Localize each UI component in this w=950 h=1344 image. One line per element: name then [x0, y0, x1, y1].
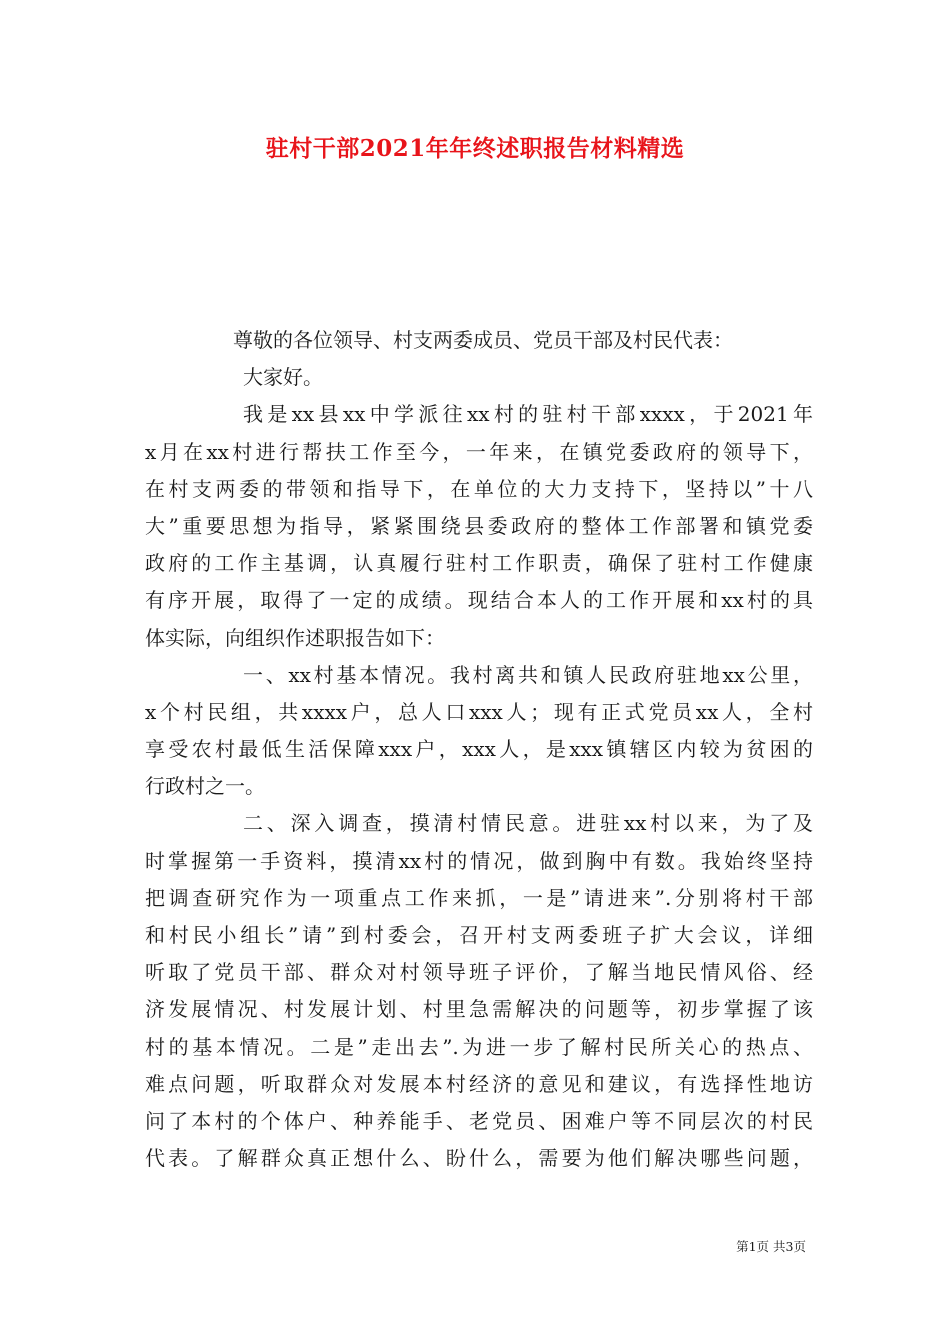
body-text-line: 大家好。	[243, 365, 323, 390]
body-text-line: 听取了党员干部、群众对村领导班子评价，了解当地民情风俗、经	[145, 960, 813, 985]
document-body	[145, 322, 813, 1177]
body-text-line: 村的基本情况。二是”走出去”.为进一步了解村民所关心的热点、	[145, 1034, 813, 1059]
body-text-line: 一、xx村基本情况。我村离共和镇人民政府驻地xx公里，	[243, 662, 813, 687]
body-text-line: x月在xx村进行帮扶工作至今，一年来，在镇党委政府的领导下，	[145, 439, 813, 464]
body-text-line: 政府的工作主基调，认真履行驻村工作职责，确保了驻村工作健康	[145, 551, 813, 576]
body-text-line: 时掌握第一手资料，摸清xx村的情况，做到胸中有数。我始终坚持	[145, 848, 813, 873]
body-text-line: 和村民小组长”请”到村委会，召开村支两委班子扩大会议，详细	[145, 923, 813, 947]
body-text-line: 问了本村的个体户、种养能手、老党员、困难户等不同层次的村民	[145, 1108, 813, 1133]
page-footer: 第1页 共3页	[736, 1239, 806, 1254]
body-text-line: x个村民组，共xxxx户，总人口xxx人；现有正式党员xx人，全村	[145, 699, 813, 724]
body-text-line: 尊敬的各位领导、村支两委成员、党员干部及村民代表：	[233, 328, 733, 352]
body-text-line: 把调查研究作为一项重点工作来抓，一是”请进来”.分别将村干部	[145, 885, 813, 910]
body-text-line: 大”重要思想为指导，紧紧围绕县委政府的整体工作部署和镇党委	[145, 513, 813, 538]
body-text-line: 体实际，向组织作述职报告如下：	[145, 625, 445, 650]
body-text-line: 有序开展，取得了一定的成绩。现结合本人的工作开展和xx村的具	[145, 588, 813, 613]
body-text-line: 享受农村最低生活保障xxx户，xxx人，是xxx镇辖区内较为贫困的	[145, 737, 813, 762]
body-text-line: 二、深入调查，摸清村情民意。进驻xx村以来，为了及	[243, 811, 813, 836]
body-text-line: 我是xx县xx中学派往xx村的驻村干部xxxx，于2021年	[243, 402, 813, 427]
body-text-line: 代表。了解群众真正想什么、盼什么，需要为他们解决哪些问题，	[145, 1146, 813, 1171]
document-title: 驻村干部2021年年终述职报告材料精选	[265, 135, 685, 162]
body-text-line: 难点问题，听取群众对发展本村经济的意见和建议，有选择性地访	[145, 1071, 813, 1096]
body-text-line: 济发展情况、村发展计划、村里急需解决的问题等，初步掌握了该	[145, 997, 813, 1022]
body-text-line: 行政村之一。	[145, 774, 265, 799]
body-text-line: 在村支两委的带领和指导下，在单位的大力支持下，坚持以”十八	[145, 476, 813, 501]
